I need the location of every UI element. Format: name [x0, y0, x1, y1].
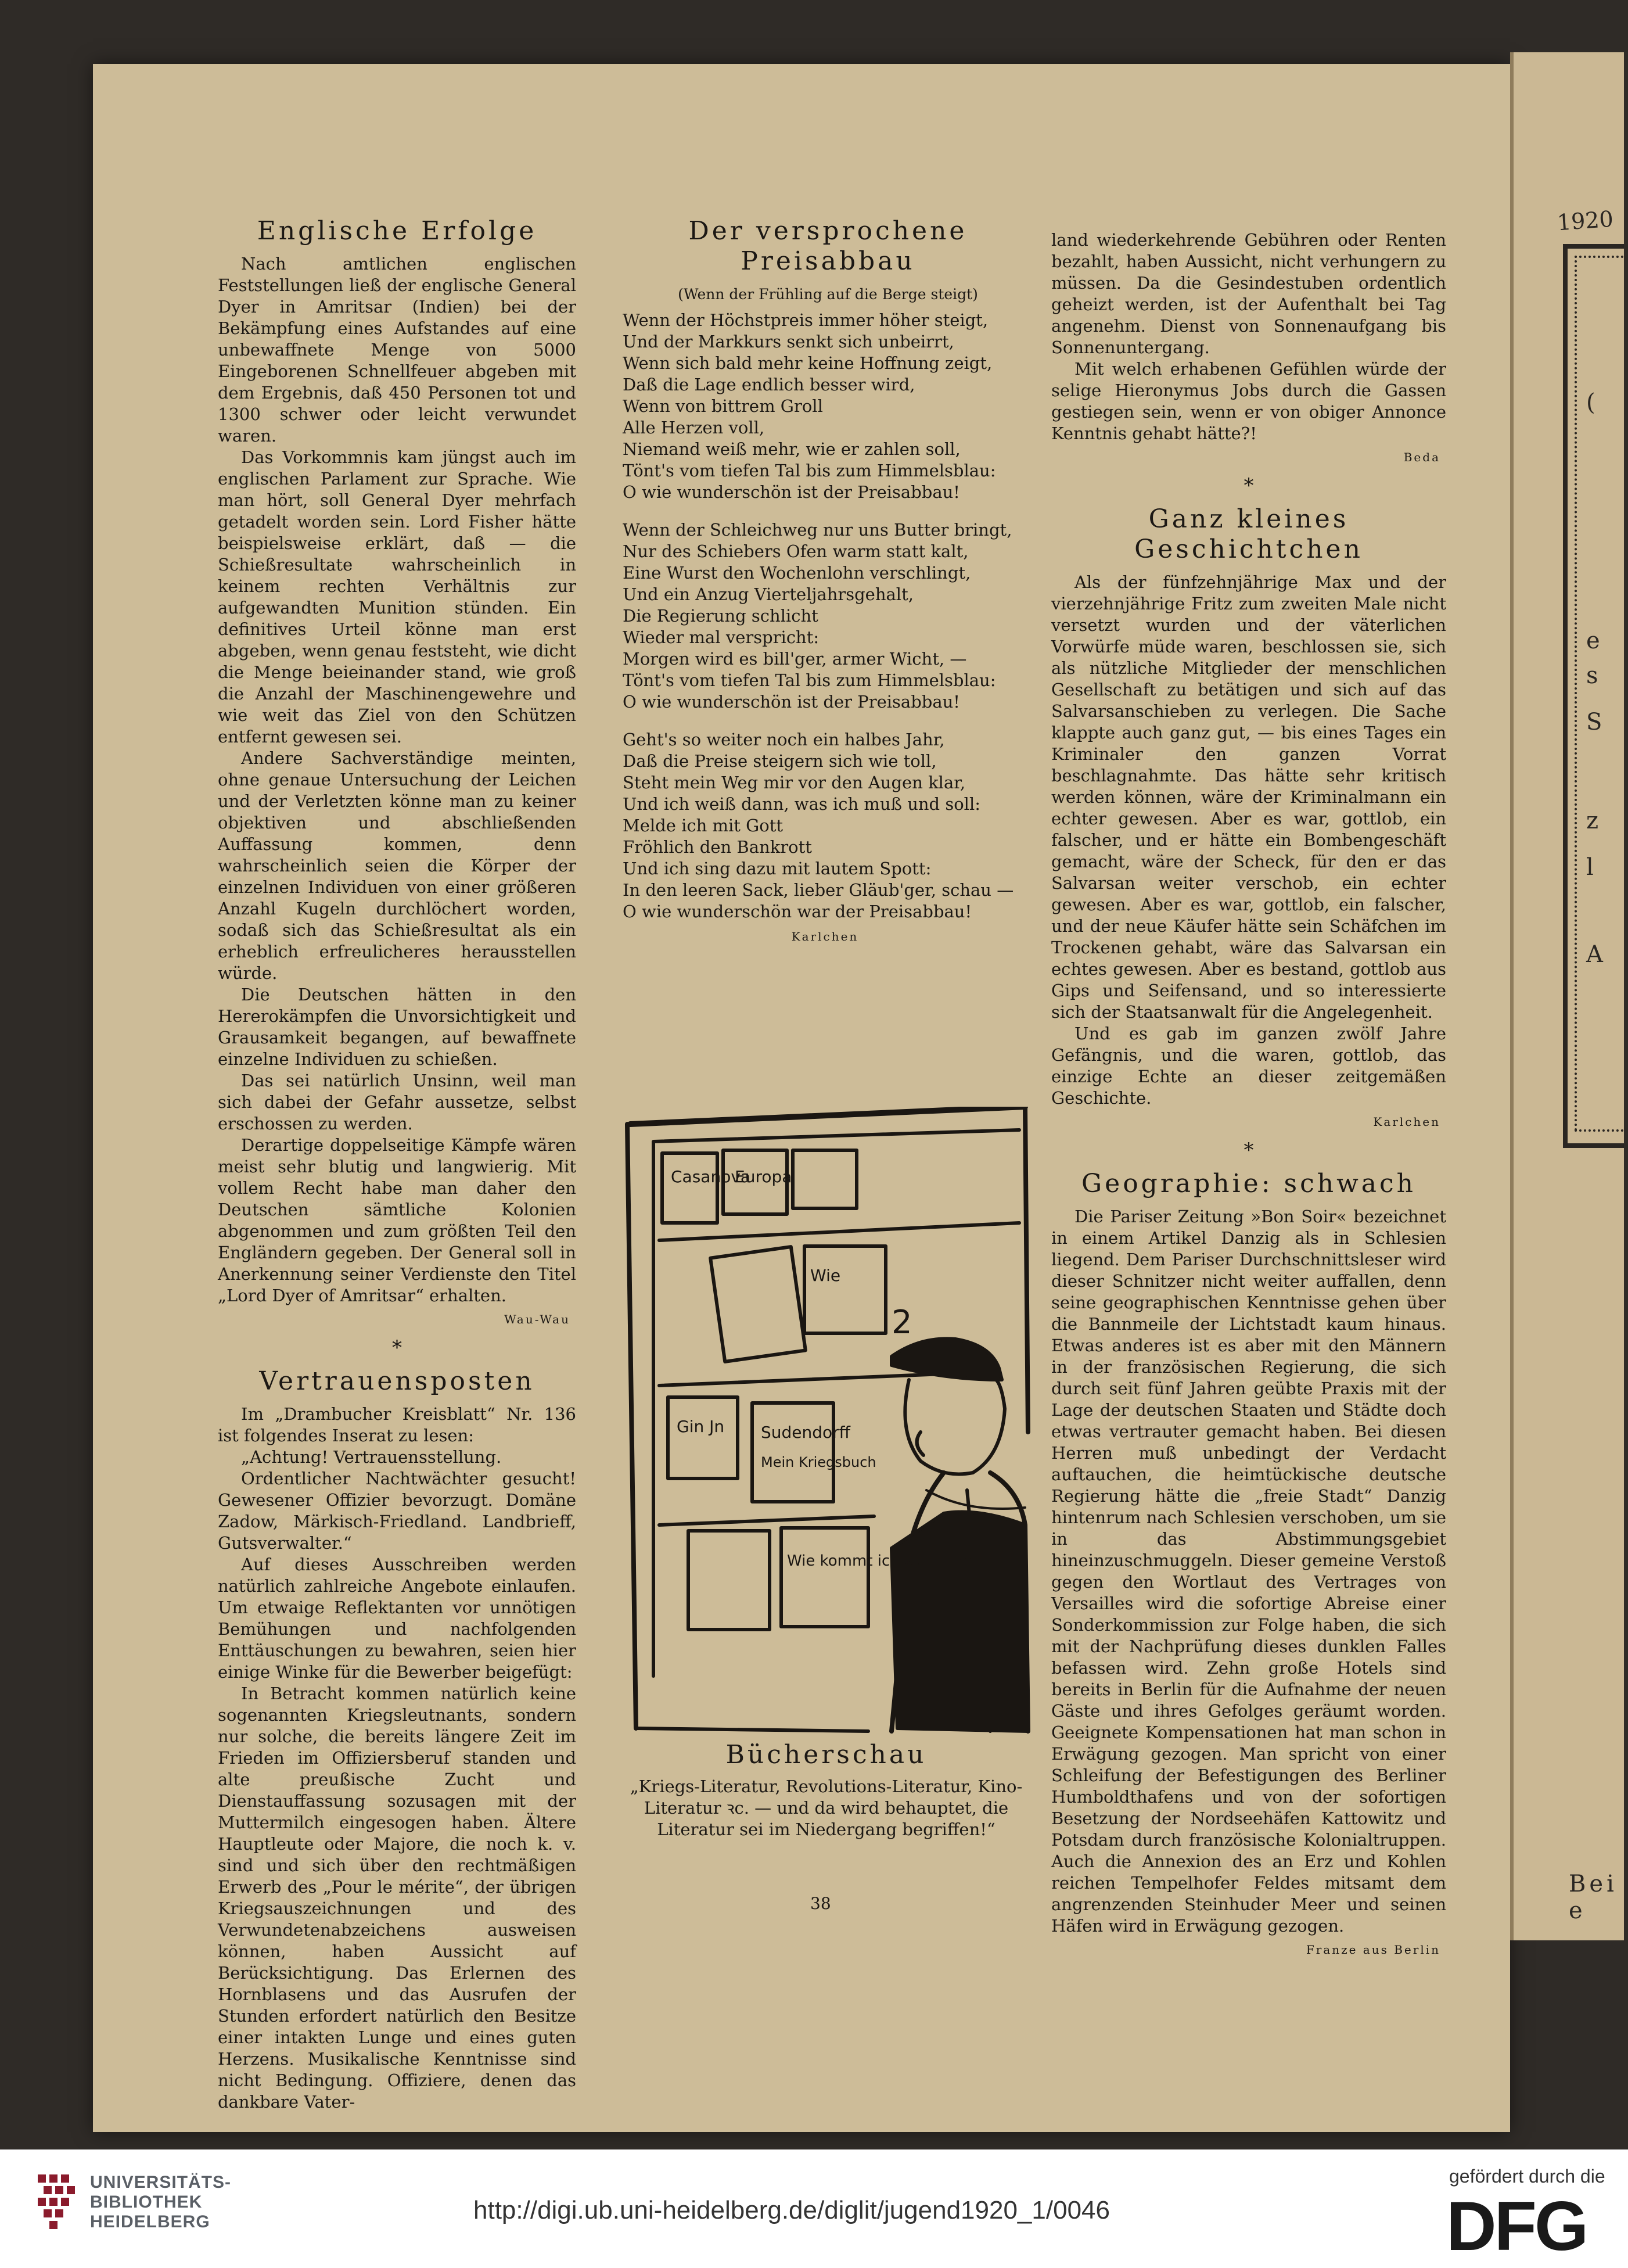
poem-stanza [623, 310, 1033, 503]
edge-letter: l [1586, 854, 1594, 881]
poem-line: O wie wunderschön ist der Preisabbau! [623, 482, 960, 502]
poem-line: Und ich weiß dann, was ich muß und soll: [623, 794, 980, 814]
poem-line: Daß die Lage endlich besser wird, [623, 375, 915, 394]
article-paragraph: Ordentlicher Nachtwächter gesucht! Gewesener Offizier bevorzugt. Domäne Zadow, Märkisch-Friedland. Landbrieff, Gutsverwalter.“ [218, 1469, 576, 1553]
article-paragraph: Andere Sachverständige meinten, ohne genaue Untersuchung der Leichen und der Verletzten könne man zu keiner objektiven und abschließenden Auffassung kommen, denn wahrscheinlich seien die Körper der einzelnen Individuen von einer größeren Anzahl Kugeln durchlöchert worden, sodaß sich das Schießresultat als ein erheblich erfreulicheres herausstellen würde. [218, 748, 576, 983]
bookshop-illustration [619, 1107, 1034, 1734]
poem-line: Nur des Schiebers Ofen warm statt kalt, [623, 541, 969, 561]
poem-line: Daß die Preise steigern sich wie toll, [623, 751, 937, 771]
author-signature: Franze aus Berlin [1306, 1943, 1440, 1957]
poem-heading: Der versprochene Preisabbau [688, 216, 968, 276]
library-name-line: UNIVERSITÄTS- [90, 2173, 232, 2192]
article-paragraph: „Achtung! Vertrauensstellung. [241, 1447, 502, 1467]
article-paragraph: Mit welch erhabenen Gefühlen würde der selige Hieronymus Jobs durch die Gassen gestiegen sein, wenn er von obiger Annonce Kenntnis gehabt hätte?! [1051, 359, 1446, 443]
poem-line: Niemand weiß mehr, wie er zahlen soll, [623, 439, 961, 459]
poem-line: Geht's so weiter noch ein halbes Jahr, [623, 730, 945, 749]
author-signature: Karlchen [1373, 1115, 1440, 1129]
poem-line: Fröhlich den Bankrott [623, 837, 812, 857]
poem-line: Alle Herzen voll, [623, 418, 765, 437]
library-name[interactable] [90, 2173, 231, 2232]
poem-line: Eine Wurst den Wochenlohn verschlingt, [623, 563, 971, 583]
library-logo-icon [35, 2172, 81, 2235]
illustration-caption-block [619, 1740, 1034, 1840]
price-number: 2 [892, 1304, 912, 1341]
poem-line: Wenn der Schleichweg nur uns Butter bringt, [623, 520, 1012, 540]
section-divider: * [1244, 474, 1254, 497]
facing-page-bottom-text: Bei e [1569, 1871, 1618, 1924]
year-label: 1920 [1556, 206, 1615, 236]
book-title: Gin Jn [677, 1417, 725, 1436]
edge-letter: ( [1586, 389, 1595, 416]
poem-line: Wenn von bittrem Groll [623, 396, 823, 416]
article-heading: Vertrauensposten [259, 1366, 535, 1396]
book-title: Mein Kriegsbuch [761, 1454, 876, 1470]
viewer-footer [0, 2149, 1628, 2268]
library-name-line: HEIDELBERG [90, 2212, 210, 2231]
article-heading: Englische Erfolge [257, 216, 537, 246]
article-paragraph: Die Deutschen hätten in den Hererokämpfen die Unvorsichtigkeit und Grausamkeit begangen, auf bewaffnete einzelne Individuen zu schießen. [218, 985, 576, 1069]
article-heading: Ganz kleines Geschichtchen [1134, 504, 1363, 564]
article-paragraph: In Betracht kommen natürlich keine sogenannten Kriegsleutnants, sondern nur solche, die bereits längere Zeit im Frieden im Offiziersberuf standen und alte preußische Zucht und Dienstauffassung sozusagen mit der Muttermilch eingesogen haben. Ältere Hauptleute oder Majore, die noch k. v. sind und sich über den rechtmäßigen Erwerb des „Pour le mérite“, der übrigen Kriegsauszeichnungen und des Verwundetenabzeichens ausweisen können, haben Aussicht auf Berücksichtigung. Das Erlernen des Hornblasens und das Ausrufen der Stunden erfordert natürlich den Besitze einer intakten Lunge und eines guten Herzens. Musikalische Kenntnisse sind nicht Bedingung. Offiziere, denen das dankbare Vater- [218, 1684, 576, 2112]
illustration-caption: „Kriegs-Literatur, Revolutions-Literatur, Kino-Literatur ꝛc. — und da wird behauptet, die Literatur sei im Niedergang begriffen!“ [630, 1777, 1023, 1839]
author-signature: Beda [1403, 450, 1440, 464]
column-middle [623, 209, 1033, 953]
edge-letter: A [1586, 941, 1603, 968]
poem-line: O wie wunderschön war der Preisabbau! [623, 902, 972, 921]
poem-line: O wie wunderschön ist der Preisabbau! [623, 692, 960, 712]
book-title: Casanova [671, 1167, 751, 1186]
facing-page [1510, 52, 1624, 1940]
poem-line: Wenn der Höchstpreis immer höher steigt, [623, 310, 989, 330]
article-paragraph: land wiederkehrende Gebühren oder Renten bezahlt, haben Aussicht, nicht verhungern zu müssen. Da die Gesindestuben ordentlich geheizt werden, ist der Aufenthalt bei Tag angenehm. Dienst von Sonnenaufgang bis Sonnenuntergang. [1051, 230, 1446, 357]
edge-letter: s [1586, 662, 1598, 689]
poem-line: Und ein Anzug Vierteljahrsgehalt, [623, 584, 914, 604]
article-paragraph: Derartige doppelseitige Kämpfe wären meist sehr blutig und langwierig. Mit vollem Recht habe man daher den Deutschen sämtliche Kolonien abgenommen und zum größten Teil den Engländern gegeben. Der General soll in Anerkennung seiner Verdienste den Titel „Lord Dyer of Amritsar“ erhalten. [218, 1135, 576, 1305]
dfg-logo[interactable]: DFG [1446, 2187, 1587, 2265]
edge-letter: e [1586, 627, 1600, 654]
poem-line: Steht mein Weg mir vor den Augen klar, [623, 773, 966, 792]
poem-line: Morgen wird es bill'ger, armer Wicht, — [623, 649, 967, 669]
page-number: 38 [810, 1894, 831, 1913]
author-signature: Karlchen [791, 930, 859, 943]
poem-stanza [623, 729, 1033, 923]
column-right [1051, 229, 1446, 1966]
article-heading: Geographie: schwach [1081, 1169, 1416, 1198]
poem-line: In den leeren Sack, lieber Gläub'ger, schau — [623, 880, 1014, 900]
poem-line: Und ich sing dazu mit lautem Spott: [623, 859, 932, 878]
poem-line: Und der Markkurs senkt sich unbeirrt, [623, 332, 954, 351]
poem-line: Wenn sich bald mehr keine Hoffnung zeigt, [623, 353, 993, 373]
decorative-border-inner [1575, 256, 1624, 1132]
edge-letter: S [1586, 709, 1602, 735]
article-paragraph: Die Pariser Zeitung »Bon Soir« bezeichnet in einem Artikel Danzig als in Schlesien liegend. Dem Pariser Durchschnittsleser wird dieser Schnitzer nicht weiter auffallen, denn seine geographischen Kenntnisse gehen über die Bannmeile der Lichtstadt kaum hinaus. Etwas anderes ist es aber mit den Männern in der französischen Regierung, die sich durch seit fünf Jahren geübte Praxis mit der Lage der deutschen Staaten und Städte doch etwas vertrauter gemacht haben. Bei diesen Herren muß unbedingt der Verdacht auftauchen, die heimtückische deutsche Regierung hätte die „freie Stadt“ Danzig hintenrum nach Schlesien verschoben, um sie in das Abstimmungsgebiet hineinzuschmuggeln. Dieser gemeine Verstoß gegen den Wortlaut des Vertrages von Versailles wird die sofortige Abreise einer Sonderkommission zur Folge haben, die sich mit der Nachprüfung dieses dunklen Falles befassen wird. Zehn große Hotels sind bereits in Berlin für die Aufnahme der neuen Gäste und ihres Gefolges geräumt worden. Geeignete Kompensationen hat man schon in Erwägung gezogen. Man spricht von einer Schleifung der Befestigungen des Berliner Humboldthafens und von der sofortigen Besetzung der Nordseehäfen Kattowitz und Potsdam durch französische Kolonialtruppen. Auch die Annexion des an Erz und Kohlen reichen Tempelhofer Feldes mitsamt dem angrenzenden Steinhuder Meer und seinen Häfen wird in Erwägung gezogen. [1051, 1207, 1446, 1936]
poem-line: Tönt's vom tiefen Tal bis zum Himmelsblau: [623, 670, 996, 690]
poem-stanza [623, 519, 1033, 713]
book-title: Europa [735, 1167, 792, 1186]
book-title: Wie [810, 1266, 841, 1285]
section-divider: * [1244, 1139, 1254, 1162]
article-paragraph: Das sei natürlich Unsinn, weil man sich dabei der Gefahr aussetze, selbst erschossen zu werden. [218, 1071, 576, 1133]
poem-subtitle: (Wenn der Frühling auf die Berge steigt) [678, 286, 978, 303]
author-signature: Wau-Wau [504, 1312, 570, 1326]
poem-line: Melde ich mit Gott [623, 816, 784, 835]
poem-line: Wieder mal verspricht: [623, 627, 820, 647]
article-paragraph: Auf dieses Ausschreiben werden natürlich zahlreiche Angebote einlaufen. Um etwaige Reflektanten vor unnötigen Bemühungen und nachfolgenden Enttäuschungen zu bewahren, seien hier einige Winke für die Bewerber beigefügt: [218, 1555, 576, 1682]
permalink-url[interactable]: http://digi.ub.uni-heidelberg.de/diglit/jugend1920_1/0046 [473, 2196, 1110, 2224]
column-left [218, 209, 576, 2113]
article-paragraph: Und es gab im ganzen zwölf Jahre Gefängnis, und die waren, gottlob, das einzige Echte an dieser zeitgemäßen Geschichte. [1051, 1024, 1446, 1108]
library-name-line: BIBLIOTHEK [90, 2192, 203, 2212]
book-title: Sudendorff [761, 1423, 850, 1442]
article-paragraph: Als der fünfzehnjährige Max und der vierzehnjährige Fritz zum zweiten Male nicht versetzt wurden und der väterlichen Vorwürfe müde waren, beschlossen sie, sich als nützliche Mitglieder der menschlichen Gesellschaft zu betätigen und sich auf das Salvarsanschieben zu verlegen. Die Sache klappte auch ganz gut, — bis eines Tages ein Kriminaler den ganzen Vorrat beschlagnahmte. Das hätte sehr kritisch werden können, wäre der Kriminalmann ein echter gewesen. Aber es war, gottlob, ein falscher, und er hätte ein Bombengeschäft gemacht, wäre der Scheck, für den er das Salvarsan weiter verschob, ein echter gewesen. Aber es war, gottlob, ein falscher, und der neue Käufer hätte sein Schäfchen im Trockenen gehabt, wäre das Salvarsan ein echtes gewesen. Aber es bestand, gottlob aus Gips und Seifensand, und so interessierte sich der Staatsanwalt für die Angelegenheit. [1051, 572, 1446, 1022]
article-paragraph: Nach amtlichen englischen Feststellungen ließ der englische General Dyer in Amritsar (Indien) bei der Bekämpfung eines Aufstandes auf eine unbewaffnete Menge von 5000 Eingeborenen Schnellfeuer abgeben mit dem Ergebnis, daß 450 Personen tot und 1300 schwer oder leicht verwundet waren. [218, 254, 576, 446]
section-divider: * [392, 1336, 402, 1359]
edge-letter: z [1586, 808, 1599, 834]
poem-line: Die Regierung schlicht [623, 606, 818, 626]
illustration-title: Bücherschau [725, 1740, 927, 1770]
poem-line: Tönt's vom tiefen Tal bis zum Himmelsblau: [623, 461, 996, 480]
article-paragraph: Im „Drambucher Kreisblatt“ Nr. 136 ist folgendes Inserat zu lesen: [218, 1404, 576, 1445]
funding-label: gefördert durch die [1449, 2166, 1605, 2187]
article-paragraph: Das Vorkommnis kam jüngst auch im englischen Parlament zur Sprache. Wie man hört, soll General Dyer mehrfach getadelt worden sein. Lord Fisher hätte beispielsweise erklärt, daß — die Schießresultate wahrscheinlich in keinem rechten Verhältnis zur aufgewandten Munition stünden. Ein definitives Urteil könne man erst abgeben, wenn genau feststeht, wie dicht die Menge beieinander stand, wie groß die Anzahl der Maschinengewehre und wie weit das Ziel von den Schützen entfernt gewesen sei. [218, 447, 576, 747]
book-title: Wie kommt ich zum Film [787, 1552, 972, 1570]
